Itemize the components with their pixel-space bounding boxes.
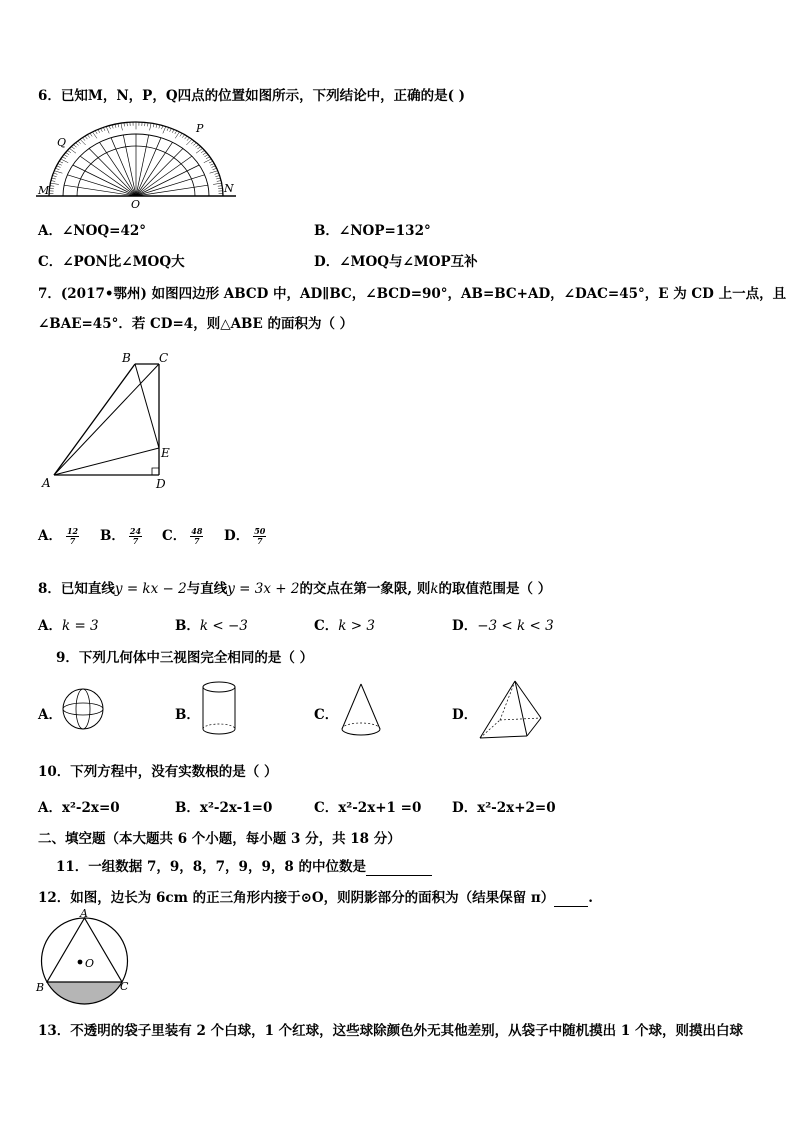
protractor-tick <box>197 147 200 150</box>
q10-option-a: A．x²-2x=0 <box>38 800 120 816</box>
protractor-tick <box>210 164 214 166</box>
protractor-tick <box>172 130 174 133</box>
protractor-tick <box>175 131 177 134</box>
protractor-tick <box>64 155 68 157</box>
q8-option-b: B．k < −3 <box>175 618 248 634</box>
q8-option-c: C．k > 3 <box>314 618 375 634</box>
q9-option-d-label: D． <box>452 707 478 723</box>
label-c: C <box>159 351 169 365</box>
quadrilateral-figure <box>40 346 180 491</box>
protractor-tick <box>50 186 54 187</box>
protractor-tick <box>167 127 169 130</box>
protractor-tick <box>118 124 119 128</box>
q7-stem-line2: ∠BAE=45°．若 CD=4，则△ABE 的面积为（ ） <box>38 316 354 332</box>
q7-option-a: A． $\frac{12}{7}$ <box>38 526 79 546</box>
protractor-tick <box>215 173 219 174</box>
protractor-tick <box>148 123 149 127</box>
protractor-tick <box>212 166 216 168</box>
q7-option-b: B． $\frac{24}{7}$ <box>100 526 142 546</box>
q10-option-d: D．x²-2x+2=0 <box>452 800 556 816</box>
q10-option-c: C．x²-2x+1 =0 <box>314 800 422 816</box>
protractor-tick <box>93 132 97 138</box>
protractor-tick <box>76 143 79 146</box>
protractor-figure <box>36 112 236 211</box>
protractor-tick <box>180 133 182 136</box>
protractor-tick <box>67 150 71 152</box>
protractor-tick <box>201 150 205 152</box>
protractor-tick <box>204 159 212 163</box>
q9-option-a-label: A． <box>38 707 62 723</box>
q7-option-d: D． $\frac{50}{7}$ <box>224 526 266 546</box>
protractor-tick <box>82 138 85 141</box>
protractor-tick <box>213 183 222 184</box>
answer-blank[interactable] <box>366 859 432 876</box>
protractor-tick <box>218 186 222 187</box>
protractor-tick <box>216 178 220 179</box>
label-b: B <box>36 981 45 994</box>
q10-option-b: B．x²-2x-1=0 <box>175 800 273 816</box>
protractor-tick <box>170 128 172 131</box>
protractor-tick <box>50 183 59 184</box>
protractor-tick <box>61 159 68 163</box>
protractor-tick <box>78 141 81 144</box>
protractor-tick <box>51 181 55 182</box>
protractor-tick <box>90 133 92 136</box>
protractor-tick <box>112 125 113 128</box>
label-q: Q <box>57 136 67 149</box>
protractor-tick <box>209 161 213 163</box>
protractor-tick <box>115 124 116 128</box>
q9-option-c-label: C． <box>314 707 339 723</box>
protractor-tick <box>71 147 74 150</box>
protractor-tick <box>54 171 62 174</box>
protractor-tick <box>205 155 209 157</box>
protractor-tick <box>87 135 89 138</box>
protractor-tick <box>163 127 166 134</box>
q9-stem: 9．下列几何体中三视图完全相同的是（ ） <box>56 650 314 666</box>
q11-stem: 11．一组数据 7，9，8，7，9，9，8 的中位数是 <box>56 855 432 876</box>
label-m: M <box>38 184 50 197</box>
q8-option-d: D．−3 < k < 3 <box>452 618 554 634</box>
protractor-tick <box>109 126 110 130</box>
protractor-tick <box>203 153 207 155</box>
sphere-figure <box>60 684 106 734</box>
protractor-tick <box>58 164 62 166</box>
q6-stem: 6．已知M，N，P，Q四点的位置如图所示，下列结论中，正确的是( ) <box>38 88 466 104</box>
protractor-tick <box>103 127 105 130</box>
q13-stem: 13．不透明的袋子里装有 2 个白球，1 个红球，这些球除颜色外无其他差别，从袋子中随机摸出 1 个球，则摸出白球 <box>38 1023 743 1039</box>
protractor-tick <box>52 176 56 177</box>
q8-option-a: A．k = 3 <box>38 618 99 634</box>
cylinder-figure <box>198 679 240 739</box>
protractor-tick <box>106 127 109 134</box>
protractor-tick <box>182 135 184 138</box>
cone-figure <box>338 680 384 740</box>
protractor-tick <box>101 128 103 131</box>
answer-blank[interactable] <box>554 890 588 907</box>
protractor-tick <box>73 145 76 148</box>
protractor-tick <box>59 161 63 163</box>
label-p: P <box>196 122 204 135</box>
label-n: N <box>224 182 234 195</box>
protractor-tick <box>121 123 123 130</box>
protractor-tick <box>193 143 196 146</box>
protractor-tick <box>95 131 97 134</box>
protractor-tick <box>85 136 88 139</box>
protractor-tick <box>153 124 154 128</box>
protractor-tick <box>162 126 163 130</box>
section-title: 二、填空题（本大题共 6 个小题，每小题 3 分，共 18 分） <box>38 831 401 847</box>
q8-stem: 8．已知直线y = kx − 2与直线y = 3x + 2的交点在第一象限, 则k的取值范围是（ ） <box>38 581 552 597</box>
protractor-tick <box>53 173 57 174</box>
protractor-tick <box>98 130 100 133</box>
label-o: O <box>131 198 141 211</box>
q9-option-b-label: B． <box>175 707 200 723</box>
protractor-tick <box>191 141 194 144</box>
q6-option-a: A．∠NOQ=42° <box>38 223 146 239</box>
q6-option-d: D．∠MOQ与∠MOP互补 <box>314 254 478 270</box>
label-b: B <box>122 351 131 365</box>
protractor-tick <box>215 176 219 177</box>
protractor-tick <box>124 123 125 127</box>
circle-triangle-figure <box>34 909 134 1009</box>
q7-stem-line1: 7．(2017•鄂州) 如图四边形 ABCD 中，AD∥BC，∠BCD=90°，AB=BC+AD，∠DAC=45°，E 为 CD 上一点，且 <box>38 286 787 302</box>
protractor-tick <box>213 168 217 169</box>
protractor-tick <box>66 153 70 155</box>
q12-stem: 12．如图，边长为 6cm 的正三角形内接于⊙O，则阴影部分的面积为（结果保留 π） . <box>38 890 593 906</box>
label-o: O <box>85 957 95 970</box>
pyramid-figure <box>475 678 545 746</box>
label-c: C <box>120 980 129 993</box>
protractor-tick <box>196 145 199 148</box>
protractor-tick <box>150 123 152 130</box>
protractor-tick <box>217 181 221 182</box>
protractor-tick <box>185 136 188 139</box>
protractor-tick <box>156 124 157 128</box>
protractor-tick <box>210 171 218 174</box>
label-e: E <box>161 446 170 460</box>
label-d: D <box>156 477 166 491</box>
q7-option-c: C． $\frac{48}{7}$ <box>162 526 203 546</box>
q10-stem: 10．下列方程中，没有实数根的是（ ） <box>38 764 278 780</box>
protractor-tick <box>206 157 210 159</box>
label-a: A <box>42 476 51 490</box>
protractor-tick <box>52 178 56 179</box>
protractor-tick <box>55 168 59 169</box>
label-a: A <box>80 907 88 920</box>
protractor-tick <box>62 157 66 159</box>
protractor-tick <box>57 166 61 168</box>
protractor-tick <box>175 132 179 138</box>
protractor-tick <box>187 138 190 141</box>
q6-option-c: C．∠PON比∠MOQ大 <box>38 254 185 270</box>
protractor-tick <box>159 125 160 128</box>
q6-option-b: B．∠NOP=132° <box>314 223 431 239</box>
